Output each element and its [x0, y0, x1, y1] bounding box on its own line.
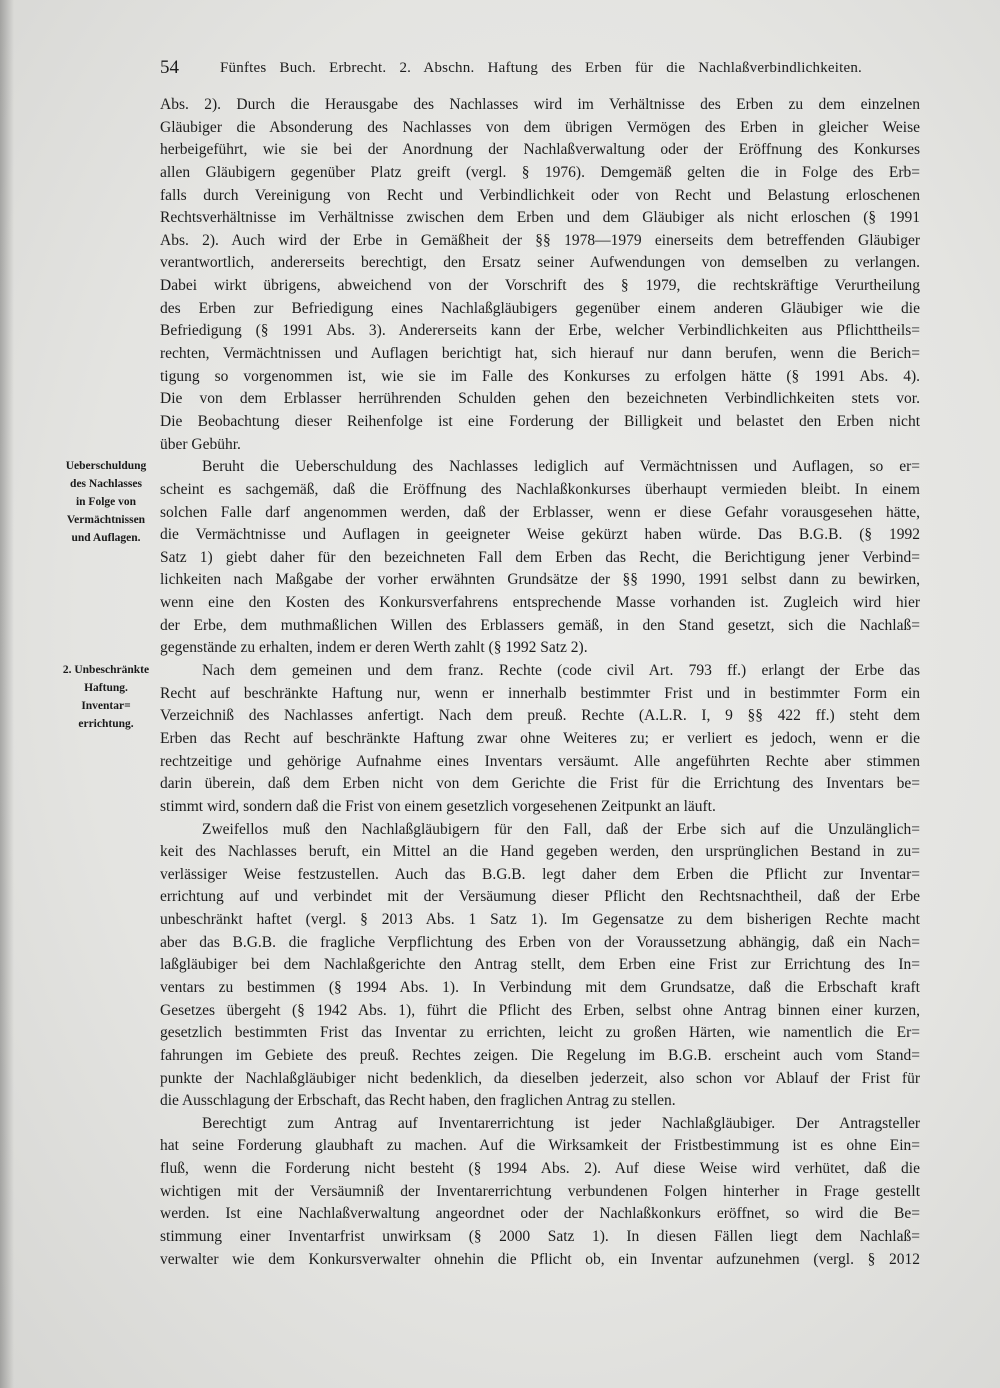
margin-note-line: 2. Unbeschränkte — [62, 664, 150, 677]
text-line: fahrungen im Gebiete des preuß. Rechtes zeigen. Die Regelung im B.G.B. erscheint auch vom Stand= — [160, 1046, 920, 1064]
text-line: Die von dem Erblasser herrührenden Schulden gehen den bezeichneten Verbindlichkeiten stets vor. — [160, 390, 920, 408]
margin-note-line: errichtung. — [78, 718, 134, 731]
margin-note-line: Vermächtnissen — [66, 514, 146, 527]
text-line: Verzeichniß des Nachlasses anfertigt. Nach dem preuß. Rechte (A.L.R. I, 9 §§ 422 ff.) steht dem — [160, 707, 920, 725]
text-line: aber das B.G.B. die fragliche Verpflichtung des Erben von der Voraussetzung abhängig, daß ein Nach= — [160, 933, 920, 951]
text-line: lichkeiten nach Maßgabe der vorher erwähnten Grundsätze der §§ 1990, 1991 selbst dann zu bewirken, — [160, 571, 920, 589]
text-line: Satz 1) giebt daher für den bezeichneten Fall dem Erben das Recht, die Berichtigung jener Verbind= — [160, 548, 920, 566]
text-line: Gläubiger die Absonderung des Nachlasses von dem übrigen Vermögen des Erben in gleicher Weise — [160, 118, 920, 136]
text-line: Zweifellos muß den Nachlaßgläubigern für den Fall, daß der Erbe sich auf die Unzulänglich= — [202, 820, 920, 838]
text-line: Dabei wirkt übrigens, abweichend von der Vorschrift des § 1979, die rechtskräftige Verurtheilung — [160, 277, 920, 295]
text-line: Erben das Recht auf beschränkte Haftung zwar ohne Weiteres zu; er verliert es jedoch, wenn er die — [160, 729, 920, 747]
text-line: allen Gläubigern gegenüber Platz greift (vergl. § 1976). Demgemäß gelten die in Folge des Erb= — [160, 163, 920, 181]
text-line: Beruht die Ueberschuldung des Nachlasses lediglich auf Vermächtnissen und Auflagen, so er= — [202, 458, 920, 476]
text-line: verantwortlich, andererseits berechtigt, den Ersatz seiner Aufwendungen von demselben zu verlangen. — [160, 254, 920, 272]
text-line: Recht auf beschränkte Haftung nur, wenn er innerhalb bestimmter Frist und in bestimmter Form ein — [160, 684, 920, 702]
text-line: wichtigen mit der Versäumniß der Inventarerrichtung verbundenen Folgen hinterher in Frage gestellt — [160, 1182, 920, 1200]
text-line: Gesetzes übergeht (§ 1942 Abs. 1), führt die Pflicht des Erben, selbst ohne Antrag binnen einer kurzen, — [160, 1001, 920, 1019]
body-text — [160, 94, 920, 1271]
margin-note — [48, 457, 164, 547]
paragraph — [160, 660, 920, 818]
text-line: errichtung auf und verbindet mit der Versäumung dieser Pflicht den Rechtsnachtheil, daß der Erbe — [160, 888, 920, 906]
text-line: Nach dem gemeinen und dem franz. Rechte (code civil Art. 793 ff.) erlangt der Erbe das — [202, 662, 920, 680]
paragraph — [160, 1113, 920, 1271]
paragraph — [160, 456, 920, 660]
text-line: unbeschränkt haftet (vergl. § 2013 Abs. 1 Satz 1). Im Gegensatze zu dem bisherigen Rechte macht — [160, 911, 920, 929]
text-line: Rechtsverhältnisse im Verhältnisse zwischen dem Erben und dem Gläubiger als nicht erloschen (§ 1991 — [160, 209, 920, 227]
margin-note-line: in Folge von — [75, 496, 137, 509]
text-line: des Erben zur Befriedigung eines Nachlaßgläubigers gegenüber einem anderen Gläubiger wie die — [160, 299, 920, 317]
text-line: herbeigeführt, wie sie bei der Anordnung der Nachlaßverwaltung oder der Eröffnung des Konkurses — [160, 141, 920, 159]
text-line: der Erbe, dem muthmaßlichen Willen des Erblassers gemäß, in den Stand gesetzt, sich die Nachlaß= — [160, 616, 920, 634]
text-line: scheint es sachgemäß, daß die Eröffnung des Nachlaßkonkurses überhaupt vermieden bleibt. In einem — [160, 480, 920, 498]
text-line: gegenstände zu erhalten, indem er deren Werth zahlt (§ 1992 Satz 2). — [160, 639, 588, 657]
paragraph — [160, 819, 920, 1113]
margin-note-line: und Auflagen. — [71, 532, 141, 545]
margin-note — [48, 661, 164, 733]
text-line: die Ausschlagung der Erbschaft, das Recht haben, den fraglichen Antrag zu stellen. — [160, 1092, 676, 1110]
text-line: Die Beobachtung dieser Reihenfolge ist eine Forderung der Billigkeit und belastet den Erben nicht — [160, 412, 920, 430]
margin-note-line: Inventar= — [81, 700, 131, 713]
text-line: Berechtigt zum Antrag auf Inventarerrichtung ist jeder Nachlaßgläubiger. Der Antragsteller — [202, 1114, 920, 1132]
text-line: verlässiger Weise festzustellen. Auch das B.G.B. legt daher dem Erben die Pflicht zur Inventar= — [160, 865, 920, 883]
text-line: Abs. 2). Auch wird der Erbe in Gemäßheit der §§ 1978—1979 einerseits dem betreffenden Gläubiger — [160, 231, 920, 249]
page-number: 54 — [160, 57, 179, 78]
text-line: Befriedigung (§ 1991 Abs. 3). Andererseits kann der Erbe, welcher Verbindlichkeiten aus Pflichttheils= — [160, 322, 920, 340]
text-line: gesetzlich bestimmten Frist das Inventar zu errichten, leicht zu großen Härten, wie namentlich die Er= — [160, 1024, 920, 1042]
text-line: punkte der Nachlaßgläubiger nicht bedenklich, da dieselben jederzeit, also schon vor Ablauf der Frist für — [160, 1069, 920, 1087]
text-line: ventars zu bestimmen (§ 1994 Abs. 1). In Verbindung mit dem Grundsatze, daß die Erbschaft kraft — [160, 978, 920, 996]
text-line: verwalter wie dem Konkursverwalter ohnehin die Pflicht ob, ein Inventar aufzunehmen (vergl. § 2012 — [160, 1250, 920, 1268]
text-line: solchen Falle darf angenommen werden, daß der Erblasser, wenn er diese Gefahr vorausgesehen hätte, — [160, 503, 920, 521]
margin-note-line: Haftung. — [84, 682, 128, 695]
text-line: keit des Nachlasses beruft, ein Mittel an die Hand gegeben werden, den ursprünglichen Bestand in zu= — [160, 843, 920, 861]
text-line: laßgläubiger bei dem Nachlaßgerichte den Antrag stellt, dem Erben eine Frist zur Errichtung des In= — [160, 956, 920, 974]
text-line: über Gebühr. — [160, 435, 241, 453]
text-line: rechtzeitige und gehörige Aufnahme eines Inventars versäumt. Alle angeführten Rechte aber stimmen — [160, 752, 920, 770]
running-head: Fünftes Buch. Erbrecht. 2. Abschn. Haftung des Erben für die Nachlaßverbindlichkeiten. — [220, 60, 862, 76]
text-line: hat seine Forderung glaubhaft zu machen. Auf die Wirksamkeit der Fristbestimmung ist es ohne Ein= — [160, 1137, 920, 1155]
text-line: tigung so vorgenommen ist, wie sie im Falle des Konkurses zu erfolgen hätte (§ 1991 Abs. 4). — [160, 367, 920, 385]
text-line: stimmung einer Inventarfrist unwirksam (§ 2000 Satz 1). In diesen Fällen liegt dem Nachlaß= — [160, 1228, 920, 1246]
margin-note-line: Ueberschuldung — [65, 460, 147, 473]
paragraph — [160, 94, 920, 456]
text-line: Abs. 2). Durch die Herausgabe des Nachlasses wird im Verhältnisse des Erben zu dem einzelnen — [160, 96, 920, 113]
text-line: werden. Ist eine Nachlaßverwaltung angeordnet oder der Nachlaßkonkurs eröffnet, so wird die Be= — [160, 1205, 920, 1223]
text-line: falls durch Vereinigung von Recht und Verbindlichkeit oder von Recht und Belastung erloschenen — [160, 186, 920, 204]
text-line: fluß, wenn die Forderung nicht besteht (§ 1994 Abs. 2). Auf diese Weise wird verhütet, daß die — [160, 1160, 920, 1178]
margin-note-line: des Nachlasses — [70, 478, 142, 491]
page-header — [160, 55, 862, 81]
text-line: stimmt wird, sondern daß die Frist von einem gesetzlich vorgesehenen Zeitpunkt an läuft. — [160, 797, 716, 815]
text-line: wenn eine den Kosten des Konkursverfahrens entsprechende Masse vorhanden ist. Zugleich wird hier — [160, 594, 920, 612]
text-line: rechten, Vermächtnissen und Auflagen berichtigt hat, sich hierauf nur dann berufen, wenn die Berich= — [160, 345, 920, 363]
text-line: die Vermächtnisse und Auflagen in geeigneter Weise gekürzt haben würde. Das B.G.B. (§ 1992 — [160, 526, 920, 544]
text-line: darin überein, daß dem Erben nicht von dem Gerichte die Frist für die Errichtung des Inventars be= — [160, 775, 920, 793]
